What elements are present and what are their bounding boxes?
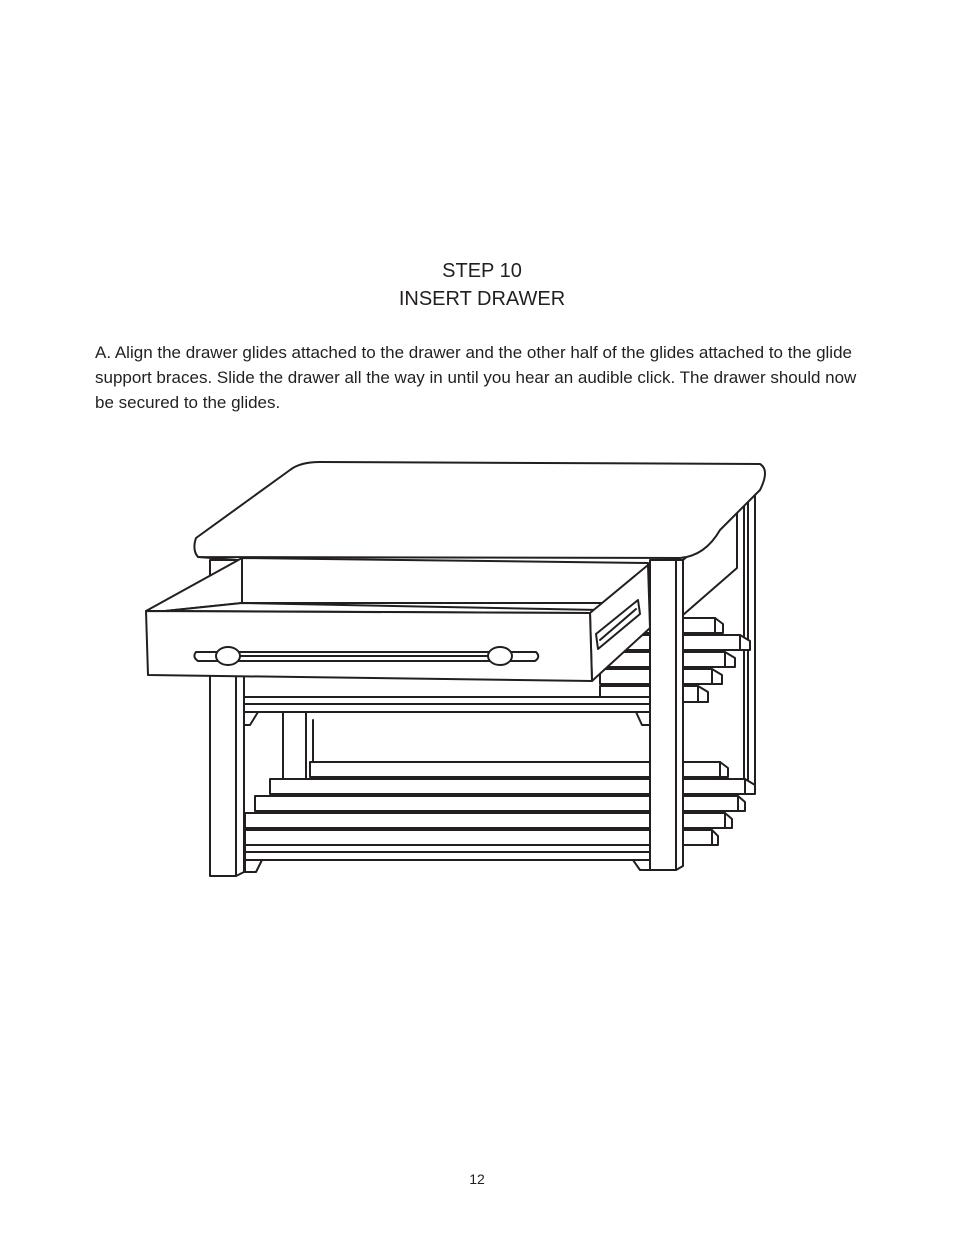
instruction-text: A. Align the drawer glides attached to the drawer and the other half of the glides attached to the glide support braces. Slide the drawer all the way in until you hear an audible click. The drawer should now be secured to the glides. [95,343,857,412]
step-title: STEP 10 [442,260,522,282]
table-top [194,462,765,560]
kitchen-cart-drawer-illustration [140,455,780,885]
page-number: 12 [469,1171,485,1187]
step-subtitle: INSERT DRAWER [398,288,566,310]
drawer [146,558,650,681]
front-right-leg [650,560,683,870]
